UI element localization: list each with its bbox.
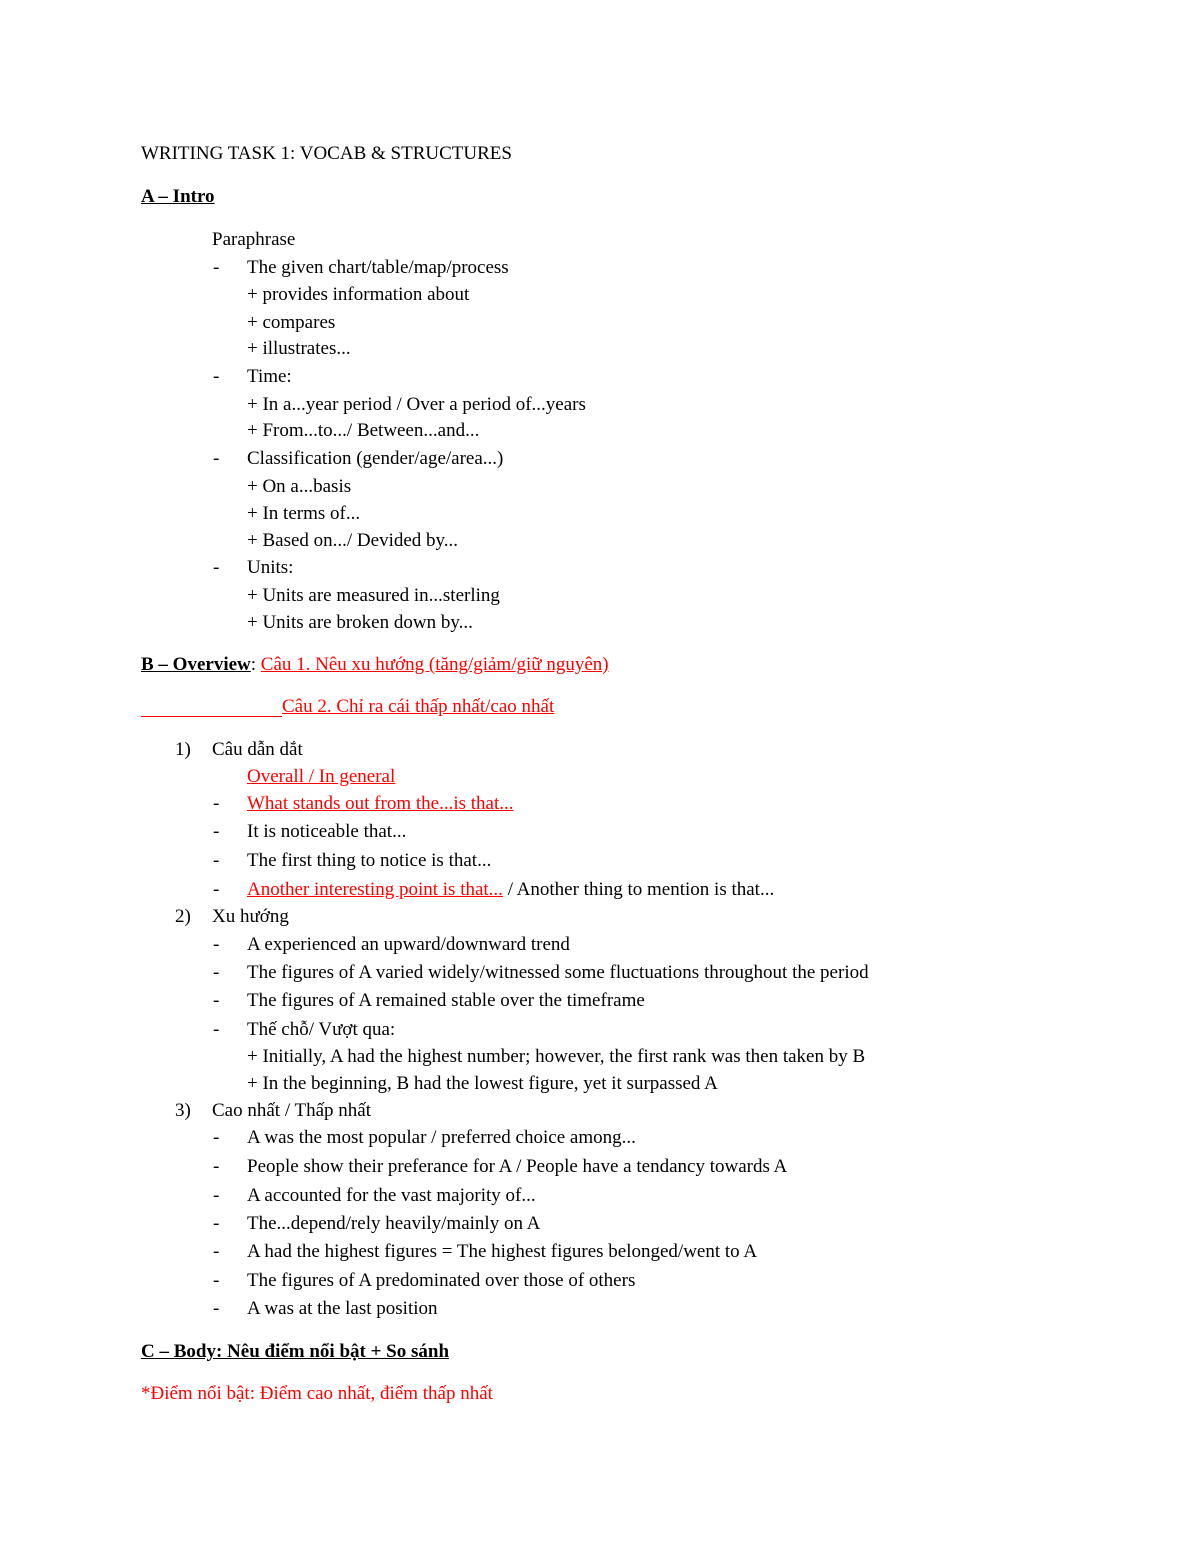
list-item: The figures of A predominated over those of others [247,1270,636,1291]
list-item: The figures of A remained stable over the timeframe [247,990,645,1011]
list-item: It is noticeable that... [247,821,407,842]
section-title: Cao nhất / Thấp nhất [212,1100,372,1121]
list-item: A was the most popular / preferred choice among... [247,1127,636,1148]
underline-indent [141,716,282,717]
section-number: 2) [175,906,191,927]
list-subitem: + Units are broken down by... [247,612,473,633]
list-bullet: - [213,557,220,578]
list-bullet: - [213,257,220,278]
list-subitem: + provides information about [247,284,470,305]
list-bullet: - [213,821,220,842]
list-bullet: - [213,1241,220,1262]
list-subitem: + illustrates... [247,338,351,359]
list-bullet: - [213,1156,220,1177]
list-item: What stands out from the...is that... [247,793,514,814]
list-subitem: + In the beginning, B had the lowest figure, yet it surpassed A [247,1073,718,1094]
list-item: Thế chỗ/ Vượt qua: [247,1019,396,1040]
overview-colon: : [250,654,257,675]
list-bullet: - [213,1298,220,1319]
list-item: A experienced an upward/downward trend [247,934,570,955]
list-item: A was at the last position [247,1298,438,1319]
overview-note-2: Câu 2. Chỉ ra cái thấp nhất/cao nhất [282,696,555,717]
list-subitem: + In terms of... [247,503,361,524]
list-bullet: - [213,934,220,955]
list-subitem: + compares [247,312,336,333]
list-bullet: - [213,1019,220,1040]
intro-heading: A – Intro [141,186,215,207]
list-bullet: - [213,879,220,900]
list-item: Units: [247,557,294,578]
list-bullet: - [213,990,220,1011]
list-item: Classification (gender/age/area...) [247,448,504,469]
section-title: Câu dẫn dắt [212,739,303,760]
document-title: WRITING TASK 1: VOCAB & STRUCTURES [141,143,512,164]
list-subitem: + Initially, A had the highest number; however, the first rank was then taken by B [247,1046,866,1067]
body-note: *Điểm nổi bật: Điểm cao nhất, điểm thấp nhất [141,1383,493,1404]
list-bullet: - [213,1213,220,1234]
list-subitem: + Units are measured in...sterling [247,585,500,606]
overview-heading: B – Overview [141,654,251,675]
list-item: The...depend/rely heavily/mainly on A [247,1213,541,1234]
overview-note-1: Câu 1. Nêu xu hướng (tăng/giảm/giữ nguyên) [260,654,609,675]
list-item: Time: [247,366,292,387]
list-bullet: - [213,850,220,871]
list-item: People show their preferance for A / People have a tendancy towards A [247,1156,788,1177]
body-heading: C – Body: Nêu điểm nổi bật + So sánh [141,1341,450,1362]
list-item [247,878,774,902]
list-item-rest: / Another thing to mention is that... [502,879,775,900]
list-bullet: - [213,448,220,469]
list-subitem: + Based on.../ Devided by... [247,530,459,551]
list-item: The figures of A varied widely/witnessed some fluctuations throughout the period [247,962,869,983]
list-bullet: - [213,1270,220,1291]
list-subitem: + In a...year period / Over a period of...years [247,394,586,415]
list-bullet: - [213,366,220,387]
list-bullet: - [213,793,220,814]
list-bullet: - [213,962,220,983]
intro-subheading: Paraphrase [212,229,296,250]
list-item-highlight: Another interesting point is that... [247,879,503,900]
list-subitem: Overall / In general [247,766,396,787]
list-item: A accounted for the vast majority of... [247,1185,536,1206]
list-item: A had the highest figures = The highest figures belonged/went to A [247,1241,758,1262]
list-item: The given chart/table/map/process [247,257,509,278]
list-subitem: + On a...basis [247,476,352,497]
list-subitem: + From...to.../ Between...and... [247,420,480,441]
section-number: 3) [175,1100,191,1121]
section-title: Xu hướng [212,906,289,927]
list-bullet: - [213,1127,220,1148]
section-number: 1) [175,739,191,760]
list-bullet: - [213,1185,220,1206]
overview-heading-line [141,653,609,677]
list-item: The first thing to notice is that... [247,850,492,871]
